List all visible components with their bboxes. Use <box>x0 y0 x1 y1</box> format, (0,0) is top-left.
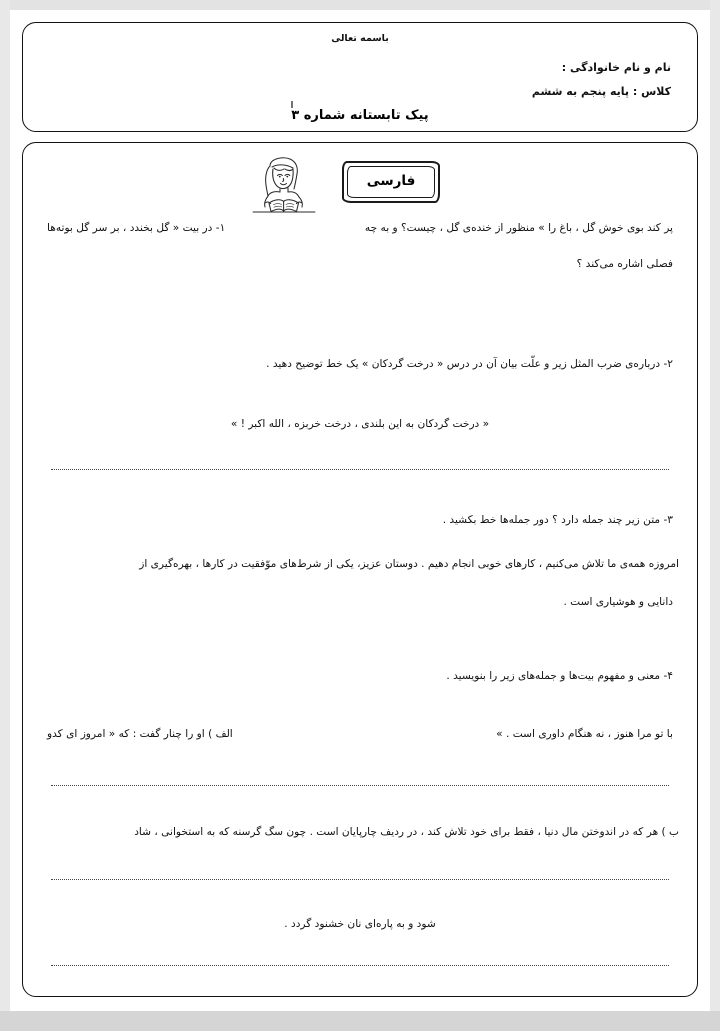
student-name-label: نام و نام خانوادگی : <box>561 61 671 74</box>
subject-banner <box>23 151 697 215</box>
answer-line-1[interactable] <box>51 469 669 470</box>
answer-line-4[interactable] <box>51 965 669 966</box>
question-1-line-1 <box>47 219 673 238</box>
subject-frame <box>342 161 440 203</box>
page-margin-bottom <box>0 1011 720 1031</box>
question-4-part-be-line-1: ب ) هر که در اندوختن مال دنیا ، فقط برای خود تلاش کند ، در ردیف چارپایان است . چون سگ گرسنه که به استخوانی ، شاد <box>134 826 679 838</box>
page-title: پیک تابستانه شماره ۳ <box>291 108 429 123</box>
question-1-left-segment: پر کند بوی خوش گل ، باغ را » منظور از خنده‌ی گل ، چیست؟ و به چه <box>364 222 673 234</box>
page-margin-right <box>710 0 720 1031</box>
question-2-quote: « درخت گردکان به این بلندی ، درخت خربزه ، الله اکبر ! » <box>230 418 490 430</box>
answer-line-2[interactable] <box>51 785 669 786</box>
question-1-line-2: فصلی اشاره می‌کند ؟ <box>576 258 673 270</box>
question-4-alef-left-segment: با تو مرا هنوز ، نه هنگام داوری است . » <box>496 728 673 740</box>
question-1-right-segment: ۱- در بیت « گل بخندد ، بر سر گل بوته‌ها <box>47 222 226 234</box>
subject-label: فارسی <box>366 173 416 189</box>
worksheet-sheet <box>10 10 710 1011</box>
question-3-passage-line-2: دانایی و هوشیاری است . <box>563 596 673 608</box>
question-4-alef-right-segment: الف ) او را چنار گفت : که « امروز ای کدو <box>47 728 233 740</box>
question-4-part-be-line-2: شود و به پاره‌ای نان خشنود گردد . <box>284 918 436 930</box>
question-4-prompt: ۴- معنی و مفهوم بیت‌ها و جمله‌های زیر را بنویسید . <box>446 670 673 682</box>
question-3-prompt: ۳- متن زیر چند جمله دارد ؟ دور جمله‌ها خط بکشید . <box>442 514 673 526</box>
student-class-label: کلاس : پایه پنجم به ششم <box>531 85 671 98</box>
question-3-passage-line-1: امروزه همه‌ی ما تلاش می‌کنیم ، کارهای خوبی انجام دهیم . دوستان عزیز، یکی از شرط‌های موّفقیت در کارها ، بهره‌گیری از <box>139 558 679 570</box>
question-4-part-alef <box>47 725 673 744</box>
page-margin-top <box>0 0 720 10</box>
answer-line-3[interactable] <box>51 879 669 880</box>
question-2-prompt: ۲- درباره‌ی ضرب المثل زیر و علّت بیان آن در درس « درخت گردکان » یک خط توضیح دهید . <box>266 358 673 370</box>
header-box <box>22 22 698 132</box>
girl-reading-book-icon <box>248 155 320 213</box>
body-box <box>22 142 698 997</box>
basmalah-text: باسمه تعالی <box>331 33 389 44</box>
scan-artifact-mark <box>291 101 293 108</box>
page-margin-left <box>0 0 10 1031</box>
